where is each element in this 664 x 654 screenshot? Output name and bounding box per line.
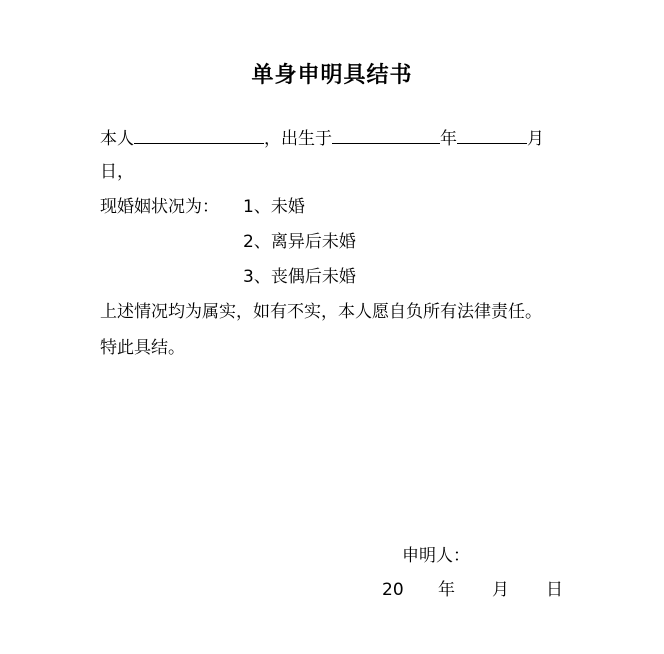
month-label: 月 xyxy=(527,129,544,149)
declarant-label: 申明人： xyxy=(402,546,470,566)
status-option-unmarried: 1、未婚 xyxy=(243,197,305,217)
document-title: 单身申明具结书 xyxy=(251,63,413,88)
day-line: 日， xyxy=(100,162,134,182)
marital-status-label: 现婚姻状况为： xyxy=(100,197,219,217)
signature-day-label: 日 xyxy=(546,580,563,600)
declaration-text: 上述情况均为属实，如有不实，本人愿自负所有法律责任。 xyxy=(100,302,542,322)
signature-year-label: 年 xyxy=(438,580,455,600)
closing-text: 特此具结。 xyxy=(100,338,185,358)
name-birth-line xyxy=(100,125,544,151)
birth-month-blank xyxy=(457,125,527,144)
name-blank xyxy=(134,125,264,144)
birth-prefix: ，出生于 xyxy=(264,129,332,149)
name-prefix: 本人 xyxy=(100,129,134,149)
status-option-divorced: 2、离异后未婚 xyxy=(243,232,356,252)
signature-month-label: 月 xyxy=(492,580,509,600)
status-option-widowed: 3、丧偶后未婚 xyxy=(243,267,356,287)
signature-year-prefix: 20 xyxy=(382,580,404,600)
year-label: 年 xyxy=(440,129,457,149)
birth-year-blank xyxy=(332,125,440,144)
